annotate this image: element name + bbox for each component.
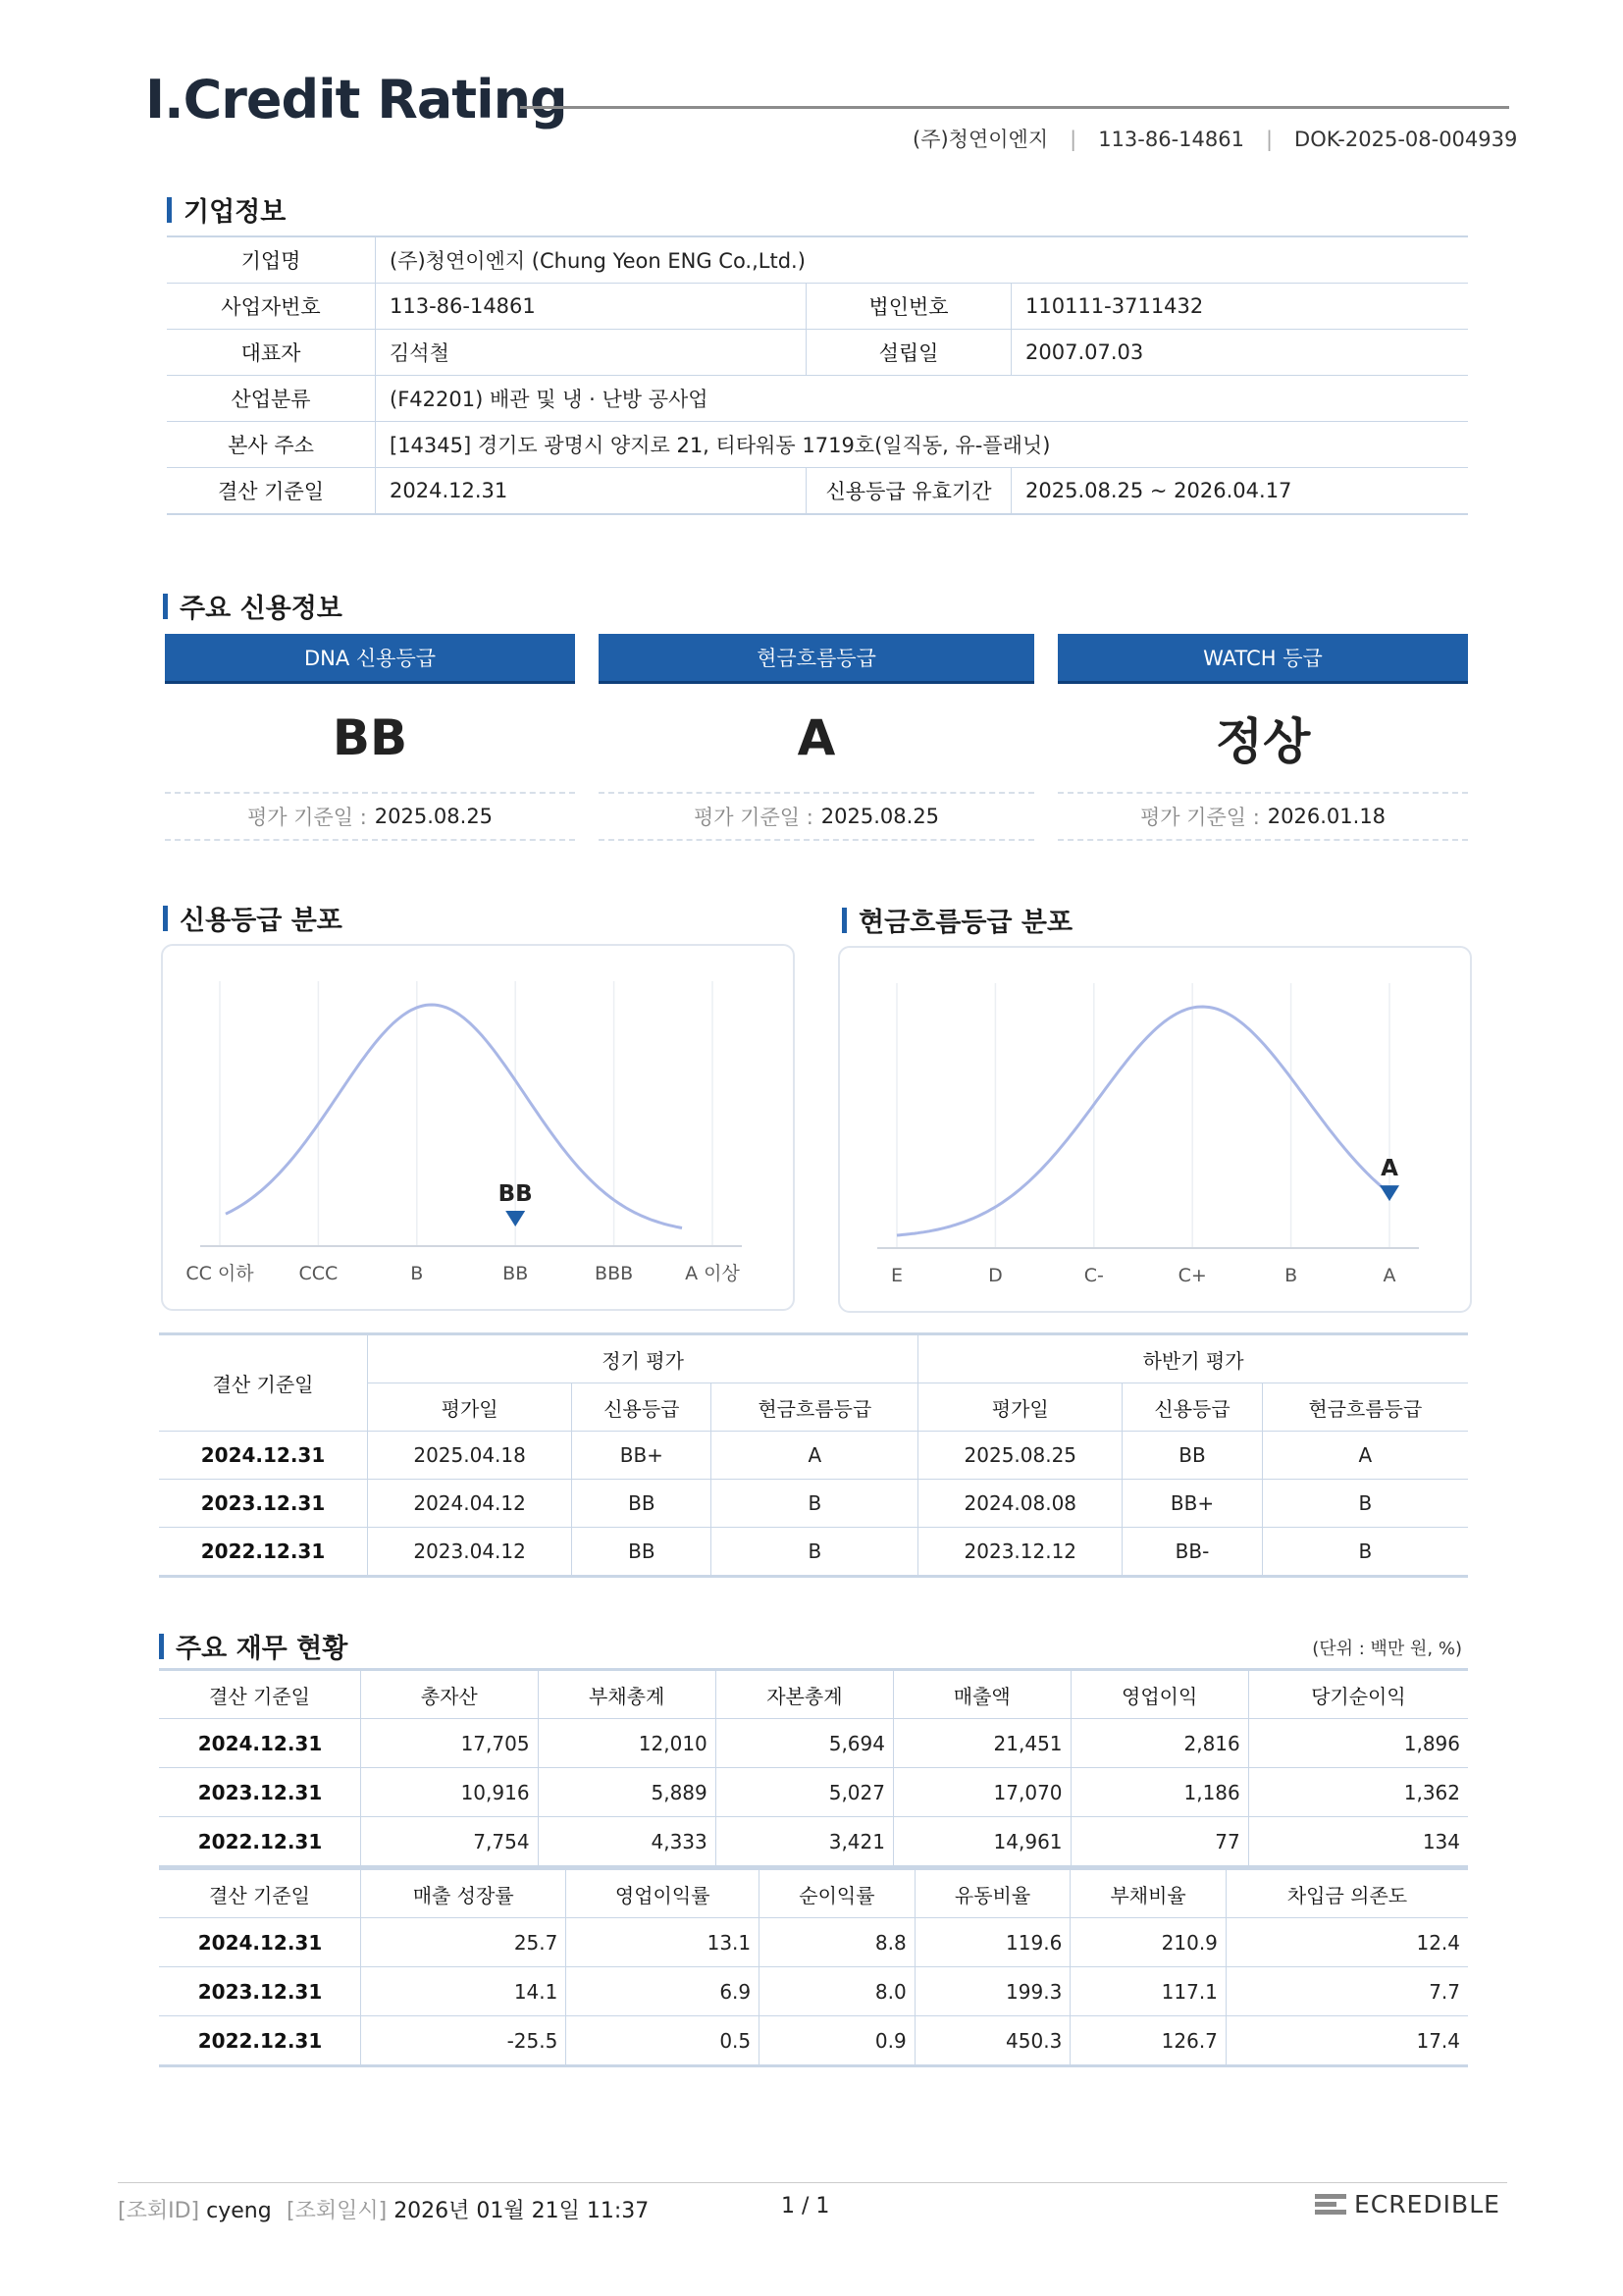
table2-header: 유동비율 [915,1869,1071,1918]
credit-box-date-row [165,792,575,841]
hist-col-cash: 현금흐름등급 [711,1383,918,1432]
value-ceo: 김석철 [376,330,807,376]
unit-note: (단위 : 백만 원, %) [1312,1639,1462,1659]
credit-box-date: 2025.08.25 [374,805,494,828]
hist-cell: 2023.12.12 [918,1528,1123,1577]
table2-cell: 0.5 [566,2016,759,2066]
table2-header: 부채비율 [1071,1869,1227,1918]
label-ceo: 대표자 [167,330,376,376]
table1-header: 결산 기준일 [159,1670,361,1719]
table1-year: 2022.12.31 [159,1817,361,1867]
table1-cell: 5,027 [715,1768,893,1817]
tick-label: C- [1083,1265,1104,1286]
section-company-info-title: 기업정보 [183,197,287,228]
table2-cell: 117.1 [1071,1967,1227,2016]
table1-cell: 14,961 [893,1817,1071,1867]
hist-cell: BB+ [572,1432,711,1480]
credit-box-date: 2025.08.25 [820,805,940,828]
footer-id-label: [조회ID] [118,2199,200,2223]
label-company-name: 기업명 [167,236,376,284]
value-industry: (F42201) 배관 및 냉 · 난방 공사업 [376,376,1469,422]
value-validity: 2025.08.25 ~ 2026.04.17 [1012,468,1469,515]
section-cash-dist [842,901,1073,939]
table-row [159,2016,1468,2066]
table2-cell: 0.9 [759,2016,916,2066]
table-row [159,1918,1468,1967]
hist-col-cash: 현금흐름등급 [1262,1383,1468,1432]
company-info-table [167,235,1468,515]
footer-lookup-time [287,2194,649,2224]
hist-settle-header: 결산 기준일 [159,1334,368,1432]
credit-box-value: 정상 [1215,713,1311,770]
logo-text: ECREDIBLE [1354,2190,1500,2218]
label-established: 설립일 [807,330,1012,376]
table2-year: 2022.12.31 [159,2016,361,2066]
table1-cell: 17,705 [361,1719,539,1768]
date-label: 평가 기준일 : [693,806,813,829]
hist-cell: B [1262,1528,1468,1577]
page-number: 1 / 1 [781,2194,830,2218]
label-settlement-date: 결산 기준일 [167,468,376,515]
hist-cell: 2025.04.18 [368,1432,572,1480]
table1-cell: 77 [1071,1817,1248,1867]
hist-year: 2023.12.31 [159,1480,368,1528]
hist-cell: A [711,1432,918,1480]
table1-cell: 1,896 [1248,1719,1468,1768]
table1-header: 영업이익 [1071,1670,1248,1719]
table2-cell: 126.7 [1071,2016,1227,2066]
date-label: 평가 기준일 : [1139,806,1260,829]
hist-cell: BB [572,1528,711,1577]
hist-col-credit: 신용등급 [572,1383,711,1432]
table-row [159,1528,1468,1577]
value-established: 2007.07.03 [1012,330,1469,376]
hist-cell: BB+ [1123,1480,1262,1528]
credit-dist-panel [161,944,795,1311]
section-key-credit [163,587,342,625]
tick-label: E [890,1265,904,1286]
tick-label: D [988,1265,1003,1286]
table2-header: 영업이익률 [566,1869,759,1918]
table1-year: 2023.12.31 [159,1768,361,1817]
table1-cell: 134 [1248,1817,1468,1867]
header-biz-no: 113-86-14861 [1098,128,1244,151]
table2-cell: 17.4 [1226,2016,1468,2066]
tick-label: C+ [1178,1265,1207,1286]
credit-box-cashflow [599,634,1034,841]
hist-col-date: 평가일 [918,1383,1123,1432]
footer-time-value: 2026년 01월 21일 11:37 [393,2199,650,2223]
table1-header: 부채총계 [538,1670,715,1719]
table2-header: 차입금 의존도 [1226,1869,1468,1918]
table1-cell: 21,451 [893,1719,1071,1768]
tick-label: B [1284,1265,1298,1286]
value-settlement-date: 2024.12.31 [376,468,807,515]
hist-year: 2022.12.31 [159,1528,368,1577]
hist-cell: 2024.08.08 [918,1480,1123,1528]
header-company: (주)청연이엔지 [913,128,1049,151]
table-row [159,1768,1468,1817]
table1-cell: 1,186 [1071,1768,1248,1817]
value-biz-no: 113-86-14861 [376,284,807,330]
credit-box-watch [1058,634,1468,841]
table2-cell: 450.3 [915,2016,1071,2066]
credit-box-date: 2026.01.18 [1267,805,1387,828]
section-finance-title: 주요 재무 현황 [176,1634,348,1664]
value-address: [14345] 경기도 광명시 양지로 21, 티타워동 1719호(일직동, 유-플래닛) [376,422,1469,468]
hist-half-header: 하반기 평가 [918,1334,1468,1383]
table2-cell: 8.8 [759,1918,916,1967]
header-doc-no: DOK-2025-08-004939 [1294,128,1518,151]
footer-rule [118,2182,1507,2183]
label-address: 본사 주소 [167,422,376,468]
hist-cell: 2023.04.12 [368,1528,572,1577]
table2-cell: 8.0 [759,1967,916,2016]
footer-id-value: cyeng [206,2199,272,2223]
distribution-curve [897,1007,1383,1235]
section-credit-dist [163,899,342,937]
footer-time-label: [조회일시] [287,2199,388,2223]
tick-label: A [1383,1265,1396,1286]
table-row [159,1719,1468,1768]
label-corp-no: 법인번호 [807,284,1012,330]
section-company-info [167,190,286,229]
table2-header: 매출 성장률 [361,1869,566,1918]
value-corp-no: 110111-3711432 [1012,284,1469,330]
table2-cell: 199.3 [915,1967,1071,2016]
table2-cell: 6.9 [566,1967,759,2016]
table2-cell: 210.9 [1071,1918,1227,1967]
table-row [159,1817,1468,1867]
tick-label: BB [502,1263,529,1284]
section-key-credit-title: 주요 신용정보 [180,594,342,624]
table1-cell: 4,333 [538,1817,715,1867]
chart-title-credit-dist: 신용등급 분포 [180,906,342,936]
rating-marker [1380,1185,1399,1201]
tick-label: BBB [595,1263,634,1284]
cash-dist-chart [840,948,1470,1311]
hist-cell: B [711,1528,918,1577]
marker-label: BB [497,1181,533,1207]
table2-cell: 13.1 [566,1918,759,1967]
logo-icon [1315,2191,1346,2218]
hist-year: 2024.12.31 [159,1432,368,1480]
table-row [159,1432,1468,1480]
table2-cell: 7.7 [1226,1967,1468,2016]
table2-cell: 25.7 [361,1918,566,1967]
credit-box-value: BB [332,709,408,766]
table1-header: 총자산 [361,1670,539,1719]
credit-box-title: 현금흐름등급 [599,634,1034,684]
date-label: 평가 기준일 : [246,806,367,829]
hist-cell: BB- [1123,1528,1262,1577]
finance-table-amounts [159,1668,1468,1868]
table2-cell: 14.1 [361,1967,566,2016]
label-biz-no: 사업자번호 [167,284,376,330]
table2-header: 순이익률 [759,1869,916,1918]
ecredible-logo [1315,2190,1500,2218]
table2-cell: 12.4 [1226,1918,1468,1967]
table1-cell: 12,010 [538,1719,715,1768]
finance-table-ratios [159,1867,1468,2067]
table2-year: 2023.12.31 [159,1967,361,2016]
tick-label: CCC [298,1263,339,1284]
tick-label: A 이상 [685,1263,740,1284]
table1-cell: 5,889 [538,1768,715,1817]
hist-col-credit: 신용등급 [1123,1383,1262,1432]
credit-box-date-row [1058,792,1468,841]
table1-year: 2024.12.31 [159,1719,361,1768]
credit-box-date-row [599,792,1034,841]
table1-header: 매출액 [893,1670,1071,1719]
hist-cell: B [1262,1480,1468,1528]
hist-cell: B [711,1480,918,1528]
table1-cell: 1,362 [1248,1768,1468,1817]
table1-header: 당기순이익 [1248,1670,1468,1719]
hist-regular-header: 정기 평가 [368,1334,918,1383]
tick-label: B [410,1263,424,1284]
credit-box-title: WATCH 등급 [1058,634,1468,684]
table2-cell: -25.5 [361,2016,566,2066]
cash-dist-panel [838,946,1472,1313]
table1-cell: 10,916 [361,1768,539,1817]
table2-cell: 119.6 [915,1918,1071,1967]
label-industry: 산업분류 [167,376,376,422]
table2-header: 결산 기준일 [159,1869,361,1918]
credit-box-title: DNA 신용등급 [165,634,575,684]
hist-cell: A [1262,1432,1468,1480]
table1-cell: 2,816 [1071,1719,1248,1768]
rating-marker [505,1211,525,1226]
table1-cell: 5,694 [715,1719,893,1768]
table1-header: 자본총계 [715,1670,893,1719]
table1-cell: 7,754 [361,1817,539,1867]
table1-cell: 3,421 [715,1817,893,1867]
section-finance [159,1627,347,1665]
table-row [159,1480,1468,1528]
hist-cell: 2025.08.25 [918,1432,1123,1480]
value-company-name: (주)청연이엔지 (Chung Yeon ENG Co.,Ltd.) [376,236,1469,284]
hist-col-date: 평가일 [368,1383,572,1432]
footer-lookup-id [118,2194,272,2224]
credit-box-value: A [797,709,836,766]
page-title: Ⅰ.Credit Rating [145,69,567,130]
title-rule [520,106,1509,109]
chart-title-cash-dist: 현금흐름등급 분포 [859,908,1073,938]
rating-history-table [159,1332,1468,1578]
table1-cell: 17,070 [893,1768,1071,1817]
hist-cell: BB [1123,1432,1262,1480]
tick-label: CC 이하 [185,1263,254,1284]
label-validity: 신용등급 유효기간 [807,468,1012,515]
table2-year: 2024.12.31 [159,1918,361,1967]
marker-label: A [1381,1156,1398,1182]
hist-cell: BB [572,1480,711,1528]
hist-cell: 2024.04.12 [368,1480,572,1528]
table-row [159,1967,1468,2016]
header-meta: (주)청연이엔지 | 113-86-14861 | DOK-2025-08-004939 [913,128,1518,151]
credit-dist-chart [163,946,793,1309]
credit-box-dna [165,634,575,841]
